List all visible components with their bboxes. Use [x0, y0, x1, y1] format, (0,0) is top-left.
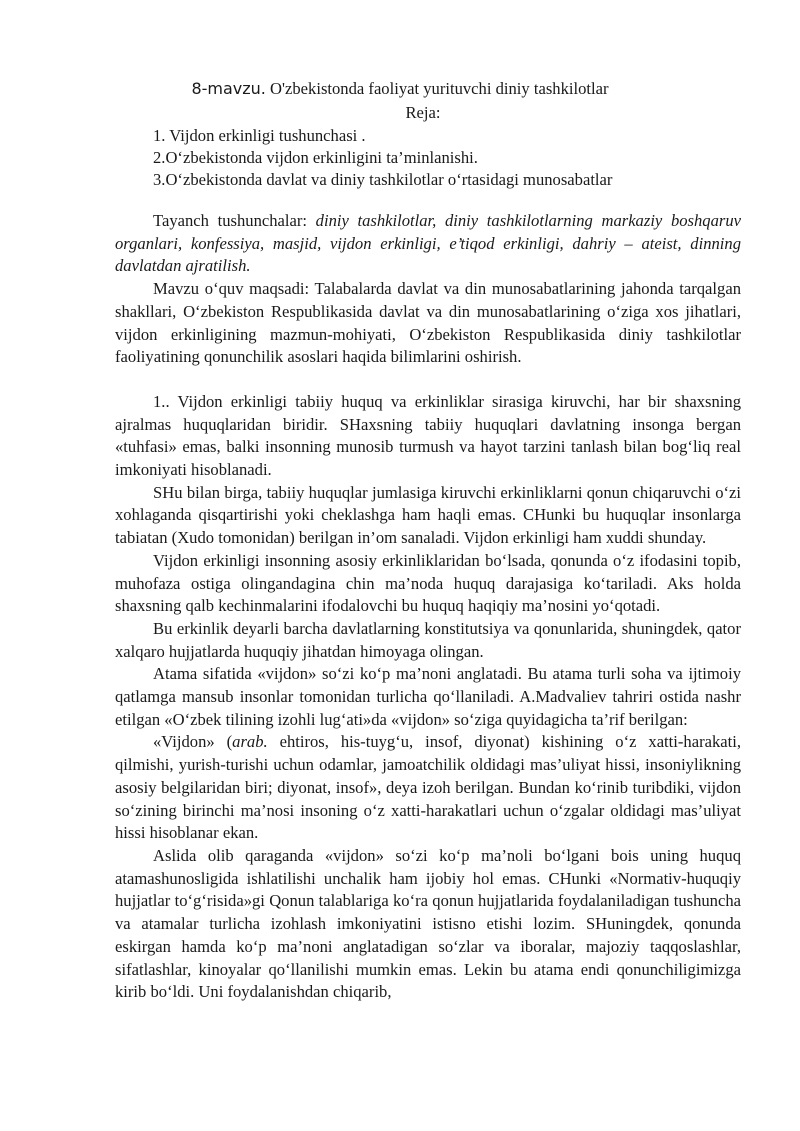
title-text: O'zbekistonda faoliyat yurituvchi diniy tashkilotlar [265, 79, 609, 98]
body-paragraph-final: Aslida olib qaraganda «vijdon» so‘zi ko‘p ma’noli bo‘lgani bois uning huquq atamashunosligida ishlatilishi unchalik ham ijobiy hol emas. CHunki «Normativ-huquqiy hujjatlar to‘g‘risida»gi Qonun talablariga ko‘ra qonun hujjatlarida foydalaniladigan tushuncha va atamalar turlicha izohlash imkoniyatini istisno etishi lozim. SHuningdek, qonunda eskirgan hamda ko‘p ma’noni anglatadigan so‘zlar va iboralar, majoziy taqqoslashlar, sifatlashlar, kinoyalar qo‘llanilishi mumkin emas. Lekin bu atama endi qonunchiligimizga kirib bo‘ldi. Uni foydalanishdan chiqarib, [115, 845, 741, 1002]
key-concepts-paragraph [115, 210, 741, 278]
document-body [115, 210, 741, 1004]
plan-item-1: 1. Vijdon erkinligi tushunchasi . [153, 126, 366, 145]
definition-abbr: arab. [232, 732, 268, 752]
key-concepts-terms: diniy tashkilotlar, diniy tashkilotlarning markaziy boshqaruv organlari, konfessiya, masjid, vijdon erkinligi, e’tiqod erkinligi, dahriy – ateist, dinning davlatdan ajratilish. [115, 211, 741, 276]
body-paragraph-4: Bu erkinlik deyarli barcha davlatlarning konstitutsiya va qonunlarida, shuningdek, qator xalqaro hujjatlarda huquqiy jihatdan himoyaga olingan. [115, 618, 741, 661]
objective-paragraph: Mavzu o‘quv maqsadi: Talabalarda davlat va din munosabatlarining jahonda tarqalgan shakllari, O‘zbekiston Respublikasida davlat va din munosabatlarining o‘ziga xos jihatlari, vijdon erkinligining mazmun-mohiyati, O‘zbekiston Respublikasida diniy tashkilotlar faoliyatining qonunchilik asoslari haqida bilimlarini oshirish. [115, 279, 741, 367]
body-paragraph-2: SHu bilan birga, tabiiy huquqlar jumlasiga kiruvchi erkinliklarni qonun chiqaruvchi o‘zi xohlaganda qisqartirishi yoki cheklashga ham haqli emas. CHunki bu huquqlar insonlarga tabiatan (Xudo tomonidan) berilgan in’om sanaladi. Vijdon erkinligi ham xuddi shunday. [115, 482, 741, 548]
title-number: 8-mavzu. [191, 79, 266, 98]
plan-item-3: 3.O‘zbekistonda davlat va diniy tashkilotlar o‘rtasidagi munosabatlar [153, 170, 613, 189]
key-concepts-label: Tayanch tushunchalar: [153, 211, 316, 230]
plan-item-2: 2.O‘zbekistonda vijdon erkinligini ta’minlanishi. [153, 148, 478, 167]
definition-paragraph [115, 731, 741, 845]
definition-lead: «Vijdon» ( [153, 732, 233, 752]
plan-heading: Reja: [405, 103, 441, 122]
definition-text: ehtiros, his-tuyg‘u, insof, diyonat) kishining o‘z xatti-harakati, qilmishi, yurish-turishi uchun odamlar, jamoatchilik oldidagi mas’uliyat hissi, insoniylikning asosiy belgilaridan biri; diyonat, insof», deya izoh berilgan. Bundan ko‘rinib turibdiki, vijdon so‘zining birinchi ma’nosi insoning o‘z xatti-harakatlari uchun o‘zgalar oldidagi mas’uliyat hissi hisoblanar ekan. [115, 732, 741, 843]
body-paragraph-5: Atama sifatida «vijdon» so‘zi ko‘p ma’noni anglatadi. Bu atama turli soha va ijtimoiy qatlamga mansub insonlar tomonidan turlicha qo‘llaniladi. A.Madvaliev tahriri ostida nashr etilgan «O‘zbek tilining izohli lug‘ati»da «vijdon» so‘ziga quyidagicha ta’rif berilgan: [115, 664, 741, 729]
body-paragraph-3: Vijdon erkinligi insonning asosiy erkinliklaridan bo‘lsada, qonunda o‘z ifodasini topib, muhofaza ostiga olingandagina chin ma’noda huquq darajasiga ko‘tariladi. Aks holda shaxsning qalb kechinmalarini ifodalovchi bu huquq haqiqiy ma’nosini yo‘qotadi. [115, 550, 741, 616]
body-paragraph-1: 1.. Vijdon erkinligi tabiiy huquq va erkinliklar sirasiga kiruvchi, har bir shaxsning ajralmas huquqlaridan biridir. SHaxsning tabiiy huquqlari davlatning insonga bergan «tuhfasi» emas, balki insonning munosib turmush va hayot tarzini tanlash bilan bog‘liq real imkoniyati hisoblanadi. [115, 391, 741, 480]
page-title [0, 78, 800, 100]
